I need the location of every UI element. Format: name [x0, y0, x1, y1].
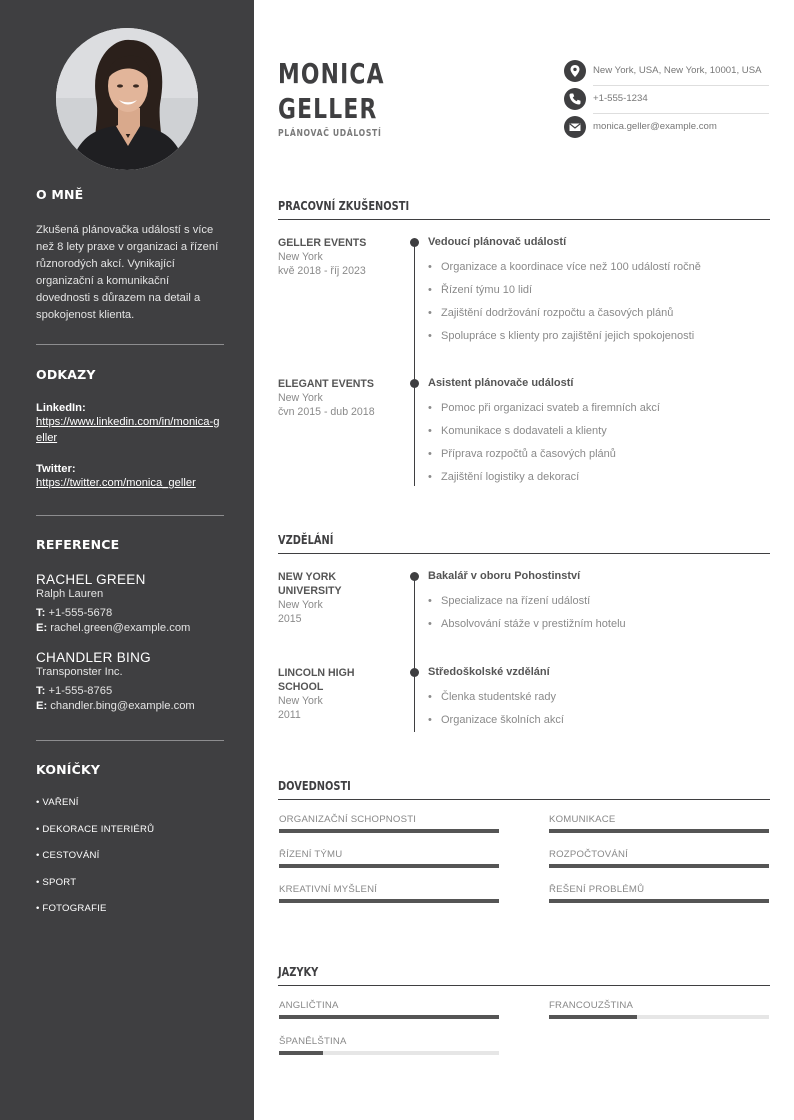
hobbies-list — [36, 797, 224, 930]
skill-bar-fill — [549, 829, 769, 833]
school-name-line2: UNIVERSITY — [278, 585, 342, 597]
timeline-dot — [410, 572, 419, 581]
reference-name: CHANDLER BING — [36, 650, 151, 665]
skill-bar-track — [279, 829, 499, 833]
language-name: FRANCOUZŠTINA — [549, 1000, 634, 1011]
linkedin-link[interactable]: https://www.linkedin.com/in/monica-geller — [36, 416, 220, 444]
experience-meta — [278, 236, 396, 278]
experience-timeline — [414, 242, 415, 486]
degree-title: Bakalář v oboru Pohostinství — [428, 570, 581, 582]
skill-bar-track — [549, 829, 769, 833]
hobby-item: • SPORT — [36, 876, 77, 888]
hobbies-section — [36, 762, 224, 777]
last-name: GELLER — [278, 92, 378, 125]
skill-name: KOMUNIKACE — [549, 814, 616, 825]
school-location: New York — [278, 695, 323, 707]
skill-name: ŘÍZENÍ TÝMU — [279, 849, 343, 860]
reference-email-row — [36, 699, 224, 715]
twitter-label: Twitter: — [36, 463, 76, 475]
section-rule — [278, 553, 770, 554]
email-label: E: — [36, 622, 48, 634]
hobby-item: • DEKORACE INTERIÉRŮ — [36, 823, 155, 835]
bullet-item: • Pomoc při organizaci svateb a firemních akcí — [428, 402, 660, 425]
timeline-dot — [410, 238, 419, 247]
degree-title: Středoškolské vzdělání — [428, 666, 550, 678]
employment-dates: kvě 2018 - říj 2023 — [278, 265, 366, 277]
skills-title: DOVEDNOSTI — [278, 779, 351, 793]
section-rule — [278, 985, 770, 986]
education-timeline — [414, 576, 415, 732]
role-bullets — [428, 402, 660, 494]
school-name-line2: SCHOOL — [278, 681, 324, 693]
experience-meta — [278, 377, 396, 419]
email-icon — [564, 116, 586, 138]
skill-name: KREATIVNÍ MYŠLENÍ — [279, 884, 378, 895]
location-pin-icon — [564, 60, 586, 82]
hobby-item: • VAŘENÍ — [36, 797, 79, 808]
bullet-item: • Zajištění logistiky a dekorací — [428, 471, 660, 494]
skill-bar-track — [279, 864, 499, 868]
phone-icon — [564, 88, 586, 110]
email-label: E: — [36, 700, 48, 712]
links-title: ODKAZY — [36, 367, 96, 382]
school-name-line1: NEW YORK — [278, 571, 337, 583]
hobby-item: • FOTOGRAFIE — [36, 903, 107, 914]
contact-email: monica.geller@example.com — [593, 121, 717, 132]
skill-name: ROZPOČTOVÁNÍ — [549, 849, 628, 860]
language-bar-fill — [279, 1051, 323, 1055]
role-bullets — [428, 261, 701, 353]
experience-title: PRACOVNÍ ZKUŠENOSTI — [278, 199, 410, 213]
job-title: PLÁNOVAČ UDÁLOSTÍ — [278, 128, 382, 139]
education-meta — [278, 666, 396, 722]
degree-bullets — [428, 595, 626, 641]
linkedin-link-block — [36, 402, 224, 446]
skill-bar-fill — [279, 899, 499, 903]
employer-name: GELLER EVENTS — [278, 237, 367, 249]
reference-name: RACHEL GREEN — [36, 572, 146, 587]
language-item — [549, 1000, 769, 1011]
language-item — [279, 1036, 499, 1047]
about-title: O MNĚ — [36, 187, 84, 202]
bullet-item: • Zajištění dodržování rozpočtu a časových plánů — [428, 307, 701, 330]
employer-location: New York — [278, 392, 323, 404]
phone-label: T: — [36, 684, 46, 697]
section-rule — [278, 799, 770, 800]
role-title: Asistent plánovače událostí — [428, 377, 574, 389]
phone-label: T: — [36, 606, 46, 619]
references-section — [36, 537, 224, 552]
reference-phone: +1-555-5678 — [48, 606, 113, 619]
timeline-dot — [410, 379, 419, 388]
bullet-item: • Organizace a koordinace více než 100 událostí ročně — [428, 261, 701, 284]
employer-location: New York — [278, 251, 323, 263]
language-bar-track — [549, 1015, 769, 1019]
languages-title: JAZYKY — [278, 965, 319, 979]
language-bar-fill — [549, 1015, 637, 1019]
bullet-item: • Absolvování stáže v prestižním hotelu — [428, 618, 626, 641]
contact-row-location — [563, 58, 769, 86]
language-item — [279, 1000, 499, 1011]
reference-phone-row — [36, 606, 224, 622]
school-dates: 2015 — [278, 613, 302, 625]
contact-row-email — [563, 114, 769, 142]
bullet-item: • Příprava rozpočtů a časových plánů — [428, 448, 660, 471]
sidebar-divider — [36, 740, 224, 741]
language-name: ŠPANĚLŠTINA — [279, 1036, 347, 1047]
reference-phone: +1-555-8765 — [48, 684, 113, 697]
profile-photo — [56, 28, 198, 170]
language-bar-track — [279, 1051, 499, 1055]
skill-bar-track — [549, 899, 769, 903]
reference-item — [36, 650, 224, 715]
bullet-item: • Komunikace s dodavateli a klienty — [428, 425, 660, 448]
skill-name: ŘEŠENÍ PROBLÉMŮ — [549, 884, 645, 895]
contact-phone: +1-555-1234 — [593, 93, 648, 104]
full-name — [278, 56, 385, 126]
bullet-item: • Spolupráce s klienty pro zajištění jejich spokojenosti — [428, 330, 701, 353]
bullet-item: • Členka studentské rady — [428, 691, 564, 714]
links-section — [36, 367, 224, 382]
skill-bar-fill — [549, 864, 769, 868]
school-location: New York — [278, 599, 323, 611]
reference-email-row — [36, 621, 224, 637]
first-name: MONICA — [278, 57, 385, 90]
employment-dates: čvn 2015 - dub 2018 — [278, 406, 375, 418]
role-title: Vedoucí plánovač událostí — [428, 236, 567, 248]
reference-email: chandler.bing@example.com — [50, 700, 195, 712]
sidebar-divider — [36, 344, 224, 345]
reference-email: rachel.green@example.com — [50, 622, 191, 634]
contact-location: New York, USA, New York, 10001, USA — [593, 65, 762, 76]
linkedin-label: LinkedIn: — [36, 402, 86, 414]
reference-company: Ralph Lauren — [36, 588, 104, 600]
bullet-item: • Organizace školních akcí — [428, 714, 564, 737]
hobbies-title: KONÍČKY — [36, 762, 101, 777]
language-bar-track — [279, 1015, 499, 1019]
section-rule — [278, 219, 770, 220]
language-name: ANGLIČTINA — [279, 1000, 339, 1011]
timeline-dot — [410, 668, 419, 677]
reference-company: Transponster Inc. — [36, 666, 123, 678]
employer-name: ELEGANT EVENTS — [278, 378, 374, 390]
language-bar-fill — [279, 1015, 499, 1019]
references-title: REFERENCE — [36, 537, 120, 552]
sidebar-divider — [36, 515, 224, 516]
skill-bar-fill — [279, 864, 499, 868]
contact-row-phone — [563, 86, 769, 114]
skill-item — [549, 884, 769, 895]
about-text: Zkušená plánovačka událostí s více než 8 lety praxe v organizaci a řízení různorodých akcí. Vynikající organizační a komunikační dovednosti s důrazem na detail a spokojenost klienta. — [36, 224, 219, 321]
reference-phone-row — [36, 684, 224, 700]
school-name-line1: LINCOLN HIGH — [278, 667, 355, 679]
skill-bar-fill — [549, 899, 769, 903]
about-section — [36, 187, 224, 202]
skill-item — [279, 814, 499, 825]
skill-name: ORGANIZAČNÍ SCHOPNOSTI — [279, 814, 417, 825]
sidebar — [0, 0, 254, 1120]
skill-item — [549, 814, 769, 825]
skill-item — [279, 849, 499, 860]
skill-item — [549, 849, 769, 860]
education-title: VZDĚLÁNÍ — [278, 533, 334, 547]
twitter-link[interactable]: https://twitter.com/monica_geller — [36, 477, 196, 489]
education-meta — [278, 570, 396, 626]
skill-bar-fill — [279, 829, 499, 833]
bullet-item: • Specializace na řízení událostí — [428, 595, 626, 618]
hobby-item: • CESTOVÁNÍ — [36, 850, 100, 861]
bullet-item: • Řízení týmu 10 lidí — [428, 284, 701, 307]
skill-bar-track — [279, 899, 499, 903]
reference-item — [36, 572, 224, 637]
skill-item — [279, 884, 499, 895]
degree-bullets — [428, 691, 564, 737]
school-dates: 2011 — [278, 709, 301, 721]
twitter-link-block — [36, 463, 224, 491]
skill-bar-track — [549, 864, 769, 868]
